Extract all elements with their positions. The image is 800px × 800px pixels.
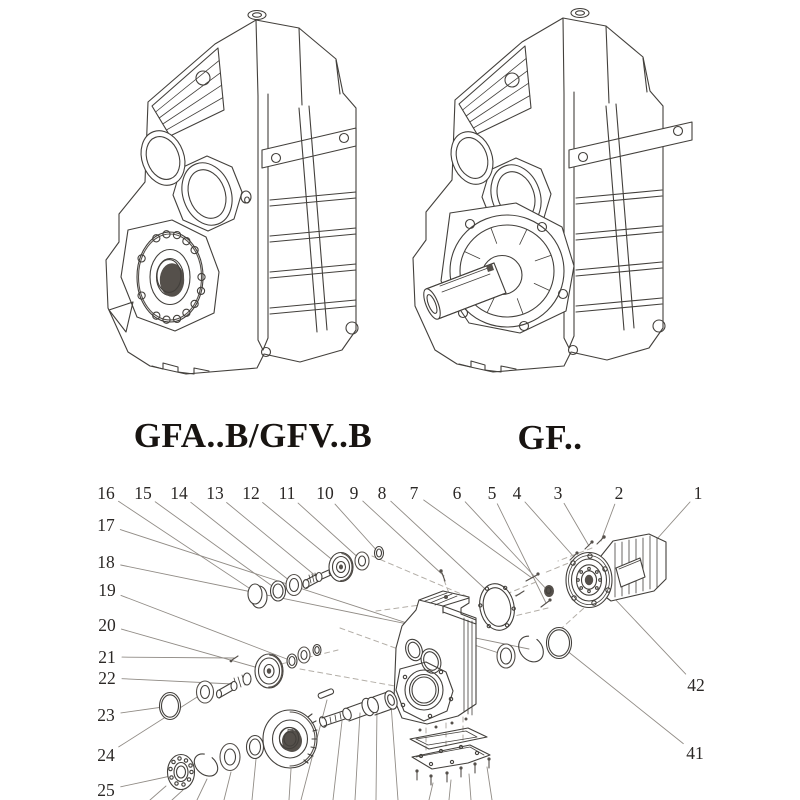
leader-line-21 (122, 657, 235, 658)
oil-seal (220, 744, 240, 771)
output-gear (263, 710, 317, 768)
upper-shaft-parts (248, 547, 384, 609)
callout-number-12: 12 (242, 483, 260, 503)
leader-line-13 (227, 503, 317, 578)
callout-number-11: 11 (278, 483, 296, 503)
housing (394, 591, 476, 724)
callout-number-19: 19 (98, 580, 116, 600)
leader-line-3 (564, 503, 589, 546)
callout-number-5: 5 (487, 483, 497, 503)
oil-plug (248, 11, 266, 20)
motor-flange (566, 553, 612, 608)
leader-line-7 (424, 500, 532, 578)
leader-line-4 (525, 502, 574, 557)
motor-assembly (566, 534, 666, 608)
callout-number-7: 7 (409, 483, 419, 503)
callout-number-9: 9 (349, 483, 359, 503)
output-shaft-bearing-parts (160, 681, 264, 790)
flange-gasket (475, 580, 519, 633)
pinion-shaft-22 (217, 673, 252, 698)
callout-number-13: 13 (206, 483, 224, 503)
ball-bearing-25 (168, 755, 195, 790)
leader-line-11 (298, 503, 362, 561)
callout-number-2: 2 (614, 483, 624, 503)
gear-12 (329, 553, 353, 582)
shaft-key (317, 688, 334, 699)
leader-line-12 (263, 503, 341, 568)
callout-number-42: 42 (687, 675, 705, 695)
callout-number-17: 17 (97, 515, 115, 535)
leader-line-14 (191, 502, 295, 585)
callout-number-21: 21 (98, 647, 116, 667)
callout-number-20: 20 (98, 615, 116, 635)
gearbox-drawing-solid-shaft (413, 9, 692, 373)
callout-number-41: 41 (686, 743, 704, 763)
leader-line-15 (155, 502, 279, 591)
callout-number-25: 25 (97, 780, 115, 800)
callout-number-15: 15 (134, 483, 152, 503)
callout-number-14: 14 (170, 483, 188, 503)
leader-line-42 (613, 597, 686, 674)
snap-ring (190, 749, 222, 780)
oil-plug (571, 9, 589, 18)
leader-line-20 (121, 629, 269, 671)
callout-number-10: 10 (316, 483, 334, 503)
leader-line-16 (119, 501, 262, 596)
callout-number-4: 4 (512, 483, 522, 503)
callout-number-16: 16 (97, 483, 115, 503)
callout-number-22: 22 (98, 668, 116, 688)
leader-line-22 (122, 679, 233, 684)
callout-number-3: 3 (553, 483, 563, 503)
callout-number-6: 6 (452, 483, 462, 503)
leader-line-10 (335, 504, 379, 553)
gearbox-drawing-shaft-mounted (106, 11, 358, 375)
output-bearing-rings (497, 628, 572, 669)
callout-number-1: 1 (693, 483, 703, 503)
leader-line-2 (601, 504, 615, 541)
callout-number-23: 23 (97, 705, 115, 725)
model-label-gfab-gfvb: GFA..B/GFV..B (133, 416, 373, 455)
callout-number-8: 8 (377, 483, 387, 503)
leader-line-41 (561, 646, 683, 744)
leader-line-19 (121, 595, 292, 661)
model-label-gf: GF.. (517, 418, 583, 457)
leader-line-8 (391, 501, 497, 600)
bottom-cover-assembly (410, 718, 491, 786)
callout-number-24: 24 (97, 745, 115, 765)
callout-number-18: 18 (97, 552, 115, 572)
gear-20 (255, 654, 283, 688)
pinion-shaft-13 (303, 569, 333, 589)
